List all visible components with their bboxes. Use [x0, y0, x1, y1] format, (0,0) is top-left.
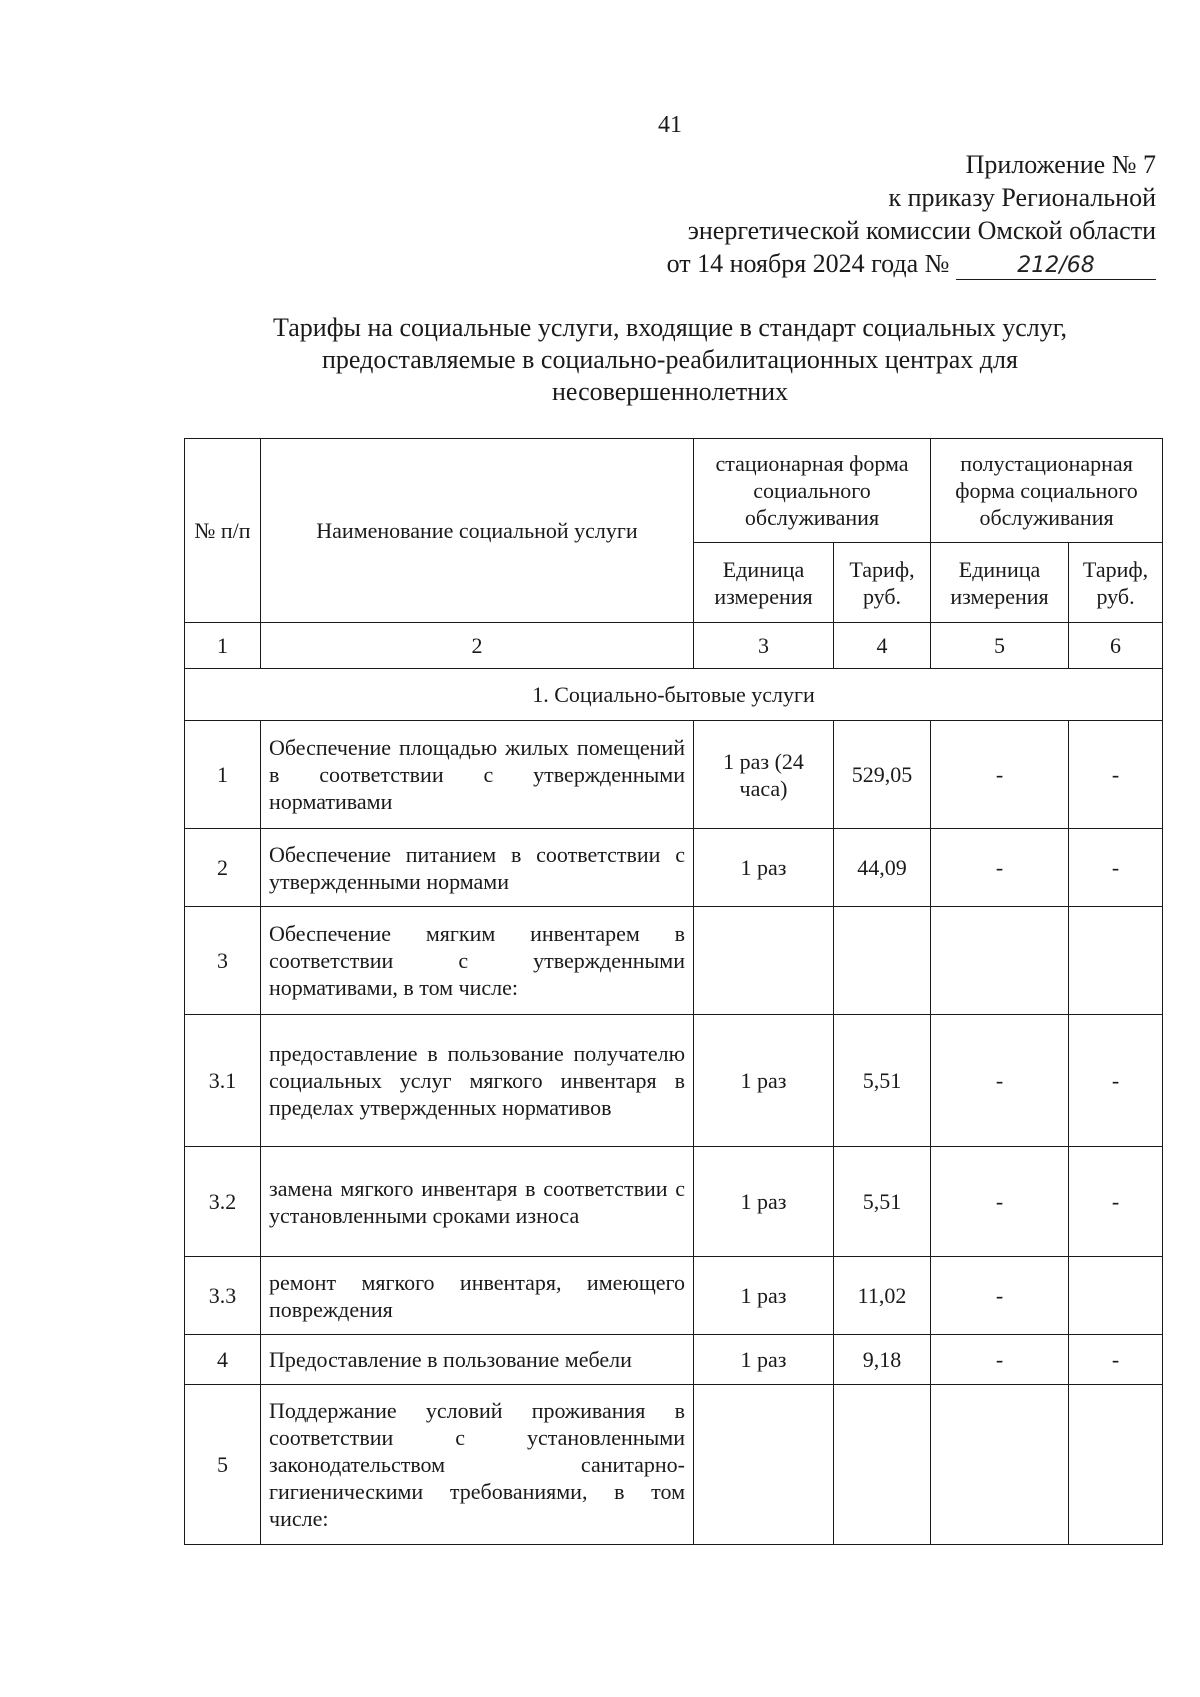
order-date: от 14 ноября 2024 года № — [666, 249, 950, 278]
row-number: 1 — [185, 721, 261, 829]
table-row — [185, 1335, 1163, 1385]
service-name: Обеспечение мягким инвентарем в соответствии с утвержденными нормативами, в том числе: — [261, 907, 694, 1015]
unit-semi-stationary: - — [931, 829, 1069, 907]
tariff-stationary: 9,18 — [834, 1335, 931, 1385]
title-line-2: предоставляемые в социально-реабилитационных центрах для — [322, 345, 1018, 374]
tariff-table — [184, 438, 1163, 1545]
row-number: 4 — [185, 1335, 261, 1385]
header-tariff-semi: Тариф, руб. — [1069, 543, 1163, 623]
unit-stationary: 1 раз — [694, 1015, 834, 1147]
row-number: 3.2 — [185, 1147, 261, 1257]
table-row — [185, 907, 1163, 1015]
column-number: 6 — [1069, 623, 1163, 669]
row-number: 3.3 — [185, 1257, 261, 1335]
unit-stationary: 1 раз — [694, 829, 834, 907]
header-tariff-stationary: Тариф, руб. — [834, 543, 931, 623]
unit-stationary — [694, 1385, 834, 1545]
tariff-stationary: 44,09 — [834, 829, 931, 907]
tariff-semi-stationary: - — [1069, 721, 1163, 829]
header-name: Наименование социальной услуги — [261, 439, 694, 623]
tariff-semi-stationary: - — [1069, 1147, 1163, 1257]
service-name: Обеспечение площадью жилых помещений в соответствии с утвержденными нормативами — [261, 721, 694, 829]
header-semi-stationary: полустационарная форма социального обслуживания — [931, 439, 1163, 543]
unit-semi-stationary: - — [931, 1257, 1069, 1335]
row-number: 3.1 — [185, 1015, 261, 1147]
unit-semi-stationary: - — [931, 1015, 1069, 1147]
tariff-semi-stationary — [1069, 907, 1163, 1015]
row-number: 2 — [185, 829, 261, 907]
service-name: Предоставление в пользование мебели — [261, 1335, 694, 1385]
order-number: 212/68 — [956, 253, 1156, 280]
page-number: 41 — [658, 112, 682, 138]
header-num: № п/п — [185, 439, 261, 623]
service-name: ремонт мягкого инвентаря, имеющего повреждения — [261, 1257, 694, 1335]
row-number: 5 — [185, 1385, 261, 1545]
unit-semi-stationary: - — [931, 1147, 1069, 1257]
table-row — [185, 1147, 1163, 1257]
tariff-stationary: 529,05 — [834, 721, 931, 829]
appendix-line-3: энергетической комиссии Омской области — [687, 216, 1156, 245]
tariff-semi-stationary: - — [1069, 829, 1163, 907]
tariff-semi-stationary: - — [1069, 1335, 1163, 1385]
header-unit-semi: Единица измерения — [931, 543, 1069, 623]
document-title — [180, 312, 1160, 408]
unit-stationary: 1 раз — [694, 1257, 834, 1335]
unit-stationary: 1 раз — [694, 1335, 834, 1385]
header-unit-stationary: Единица измерения — [694, 543, 834, 623]
tariff-semi-stationary — [1069, 1385, 1163, 1545]
title-line-1: Тарифы на социальные услуги, входящие в стандарт социальных услуг, — [273, 313, 1067, 342]
section-heading: 1. Социально-бытовые услуги — [185, 669, 1163, 721]
tariff-stationary: 11,02 — [834, 1257, 931, 1335]
unit-semi-stationary — [931, 1385, 1069, 1545]
service-name: Поддержание условий проживания в соответствии с установленными законодательством санитарно-гигиеническими требованиями, в том числе: — [261, 1385, 694, 1545]
table-row — [185, 1257, 1163, 1335]
column-number: 1 — [185, 623, 261, 669]
unit-stationary — [694, 907, 834, 1015]
appendix-line-2: к приказу Региональной — [888, 183, 1156, 212]
appendix-line-1: Приложение № 7 — [965, 150, 1156, 179]
tariff-semi-stationary: - — [1069, 1015, 1163, 1147]
tariff-stationary: 5,51 — [834, 1015, 931, 1147]
title-line-3: несовершеннолетних — [551, 377, 789, 406]
column-number: 5 — [931, 623, 1069, 669]
service-name: замена мягкого инвентаря в соответствии с установленными сроками износа — [261, 1147, 694, 1257]
table-row — [185, 1015, 1163, 1147]
column-number: 3 — [694, 623, 834, 669]
table-row — [185, 829, 1163, 907]
appendix-block — [667, 148, 1156, 280]
table-row — [185, 1385, 1163, 1545]
unit-semi-stationary: - — [931, 1335, 1069, 1385]
unit-stationary: 1 раз — [694, 1147, 834, 1257]
table-row — [185, 721, 1163, 829]
unit-semi-stationary: - — [931, 721, 1069, 829]
unit-stationary: 1 раз (24 часа) — [694, 721, 834, 829]
tariff-stationary: 5,51 — [834, 1147, 931, 1257]
service-name: Обеспечение питанием в соответствии с утвержденными нормами — [261, 829, 694, 907]
tariff-stationary — [834, 1385, 931, 1545]
appendix-line-4 — [667, 247, 1156, 280]
tariff-semi-stationary — [1069, 1257, 1163, 1335]
row-number: 3 — [185, 907, 261, 1015]
service-name: предоставление в пользование получателю социальных услуг мягкого инвентаря в пределах утвержденных нормативов — [261, 1015, 694, 1147]
tariff-stationary — [834, 907, 931, 1015]
column-number: 4 — [834, 623, 931, 669]
unit-semi-stationary — [931, 907, 1069, 1015]
column-number: 2 — [261, 623, 694, 669]
header-stationary: стационарная форма социального обслуживания — [694, 439, 931, 543]
